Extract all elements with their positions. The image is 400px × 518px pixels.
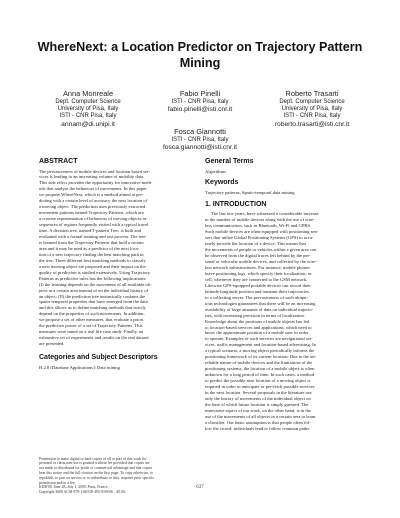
text-line: sonal or vehicular mobile devices, and collected by the wire- [205, 259, 317, 265]
text-line: less communication, such as Bluetooth, Wi-Fi and GPRS. [205, 223, 312, 229]
text-line: an object; (II) the prediction tree intrinsically contains the [39, 293, 146, 299]
text-line: republish, to post on servers or to redistribute to lists, requires prior specific [39, 475, 155, 480]
text-line: exhaustive set of experiments and results on the real dataset [39, 335, 149, 341]
text-line: movement patterns named Trajectory Patterns, which are [39, 210, 144, 216]
text-line: reliable nature of mobile devices and the limitations of the [205, 360, 313, 366]
text-line: sequences of regions frequently visited with a typical travel [39, 222, 149, 228]
author-affiliation: University of Pisa, Italy [57, 106, 119, 113]
text-line: area and it may be used as a predictor of the next loca- [39, 245, 140, 251]
abstract-heading: ABSTRACT [39, 158, 78, 165]
text-line: vices, traffic management and location-based advertising. In [205, 342, 316, 348]
text-line: only the history of movements of the individual object on [205, 395, 311, 401]
text-line: know the approximate position of a mobile user in order [205, 330, 309, 336]
text-line: (I) the learning depends on the movement of all available ob- [39, 281, 152, 287]
text-line: latitude-longitude position and transmit their trajectories [205, 288, 309, 294]
author-affiliation: University of Pisa, Italy [281, 106, 343, 113]
text-line: availability of large amounts of data on individual trajecto- [205, 306, 314, 312]
author-name: Fosca Giannotti [174, 127, 226, 136]
author-name: Anna Monreale [62, 89, 114, 98]
author-affiliation: ISTI - CNR Pisa, Italy [171, 99, 229, 105]
text-line: the movements of people or vehicles within a given area can [205, 247, 317, 253]
text-line: to operate. Examples of such services are navigational ser- [205, 336, 313, 342]
text-line: The pervasiveness of mobile devices and location based ser- [39, 168, 150, 174]
text-line: personal or classroom use is granted without fee provided that copies are [39, 461, 150, 466]
text-line: to location-based services and applications, which need to [205, 324, 312, 330]
general-terms-heading: General Terms [205, 158, 254, 165]
introduction-body [205, 211, 367, 431]
text-line: a new moving object are proposed and their impact on the [39, 263, 146, 269]
text-line: tous technologies guarantees that there will be an increasing [205, 300, 316, 306]
text-line: use of the movements of all objects in a certain area to learn [205, 413, 316, 419]
introduction-heading: 1. INTRODUCTION [205, 200, 267, 208]
text-line: KDD'09, June 28–July 1, 2009, Paris, France. [39, 485, 109, 490]
text-line: and this allows us to define matching methods that strictly [39, 305, 147, 311]
text-line: is learned from the Trajectory Patterns that hold a certain [39, 239, 144, 245]
text-line: we propose WhereNext, which is a method aimed at pre- [39, 192, 144, 198]
title-line: Mining [179, 55, 221, 70]
text-line: are presented. [39, 341, 65, 347]
text-line: in the number of mobile devices along with the use of wire- [205, 217, 315, 223]
text-line: innovative aspect of our work, on the other hand, is in the [205, 407, 312, 413]
text-line: the base of which future location is simply guessed. The [205, 401, 309, 407]
text-line: we propose a set of other measures, that evaluate a priori [39, 317, 144, 323]
text-line: Copyright 2009 ACM 978-1-60558-495-9/09/06 ...$5.00. [39, 490, 127, 495]
author-email: fabio.pinelli@isti.cnr.it [167, 106, 233, 114]
text-line: time. A decision tree, named T-pattern Tree, is built and [39, 228, 142, 234]
author-block-3 [256, 89, 368, 129]
author-block-1 [32, 89, 144, 129]
text-line: leave positioning logs, which specify their localization, or [205, 270, 312, 276]
author-email: roberto.trasarti@isti.cnr.it [274, 120, 350, 128]
text-line: positioning framework of its current location. Due to the un- [205, 354, 317, 360]
text-line: bear this notice and the full citation on the first page. To copy otherwise, to [39, 470, 153, 475]
author-name: Fabio Pinelli [179, 89, 221, 98]
text-line: evaluated with a formal training and test process. The tree [39, 233, 146, 239]
text-line: cell, whenever they are connected to the GSM network. [205, 276, 308, 282]
right-column [205, 157, 367, 432]
text-line: rately provide the location of a device. This means that [205, 241, 306, 247]
text-line: permission and/or a fee. [39, 480, 76, 485]
text-line: low the crowd: individuals tend to follow common paths. [205, 425, 311, 431]
text-line: This side effect provides the opportunity for innovative meth- [39, 180, 153, 186]
author-affiliation: Dept. Computer Science [55, 99, 121, 105]
author-affiliation: ISTI - CNR Pisa, Italy [283, 113, 341, 120]
author-email: annam@di.unipi.it [61, 120, 115, 128]
text-line: vices is leading to an increasing volume of mobility data. [39, 174, 145, 180]
text-line: depend on the properties of such movements. In addition, [39, 311, 145, 317]
text-line: measures were tuned on a real life case study. Finally, an [39, 329, 144, 335]
text-line: a typical scenario, a moving object periodically informs the [205, 348, 315, 354]
text-line: Such mobile devices are often equipped with positioning sen- [205, 229, 319, 235]
title-line: WhereNext: a Location Predictor on Trajectory Pattern [37, 40, 363, 54]
text-line: Patterns as predictive rules has the following implications: [39, 275, 147, 281]
general-terms-line: Algorithms [205, 168, 226, 174]
author-block-2 [144, 89, 256, 115]
page-number: 637 [196, 485, 204, 490]
text-line: The last few years, have witnessed a considerable increase [211, 211, 319, 217]
author-name: Roberto Trasarti [285, 89, 339, 98]
author-affiliation: Dept. Computer Science [279, 99, 345, 105]
abstract-body [39, 169, 201, 348]
text-line: dicting with a certain level of accuracy the next location of [39, 198, 148, 204]
text-line: required in order to anticipate or pre-fetch possible services [205, 384, 315, 390]
text-line: to predict the possible next location of a moving object is [205, 378, 311, 384]
text-line: be observed from the digital traces left behind by the per- [205, 253, 311, 259]
paper-title [24, 40, 376, 71]
text-line: to a collecting server. The pervasiveness of such ubiqui- [205, 294, 309, 300]
text-line: the tree. Three different best matching methods to classify [39, 257, 146, 263]
text-line: unknown for a long period of time. In such cases, a method [205, 372, 315, 378]
text-line: spatio-temporal properties that have emerged from the data [39, 299, 148, 305]
text-line: a classifier. Our basic assumption is that people often fol- [205, 419, 311, 425]
text-line: a moving object. The prediction uses previously extracted [39, 204, 146, 210]
text-line: tion of a new trajectory finding the best matching path in [39, 251, 144, 257]
keywords-heading: Keywords [205, 179, 239, 187]
text-line: Likewise GPS-equipped portable devices can record their [205, 282, 311, 288]
author-email: fosca.giannotti@isti.cnr.it [162, 144, 238, 152]
text-line: quality of prediction is studied extensively. Using Trajectory [39, 269, 151, 275]
text-line: sors that utilize Global Positioning Systems (GPS) to accu- [205, 235, 314, 241]
text-line: not made or distributed for profit or commercial advantage and that copies [39, 466, 153, 471]
text-line: positioning systems, the location of a mobile object is often [205, 366, 315, 372]
text-line: jects in a certain area instead of on the individual history of [39, 287, 149, 293]
text-line: a concise representation of behaviors of moving objects as [39, 216, 147, 222]
text-line: ods that analyse the behaviors of movements. In this paper [39, 186, 147, 192]
categories-heading: Categories and Subject Descriptors [39, 354, 158, 362]
categories-line: H.2.8 [Database Applications]: Data mining [39, 364, 120, 370]
left-column [39, 157, 201, 495]
text-line: ries, with increasing precision in terms of localization. [205, 312, 305, 318]
text-line: Knowledge about the positions of mobile objects has led [205, 318, 310, 324]
text-line: Permission to make digital or hard copies of all or part of this work for [39, 456, 147, 461]
text-line: in the next location. Several proposals in the literature use [205, 390, 312, 395]
keywords-line: Trajectory patterns, Spatio-temporal data mining [205, 189, 295, 195]
author-affiliation: ISTI - CNR Pisa, Italy [59, 113, 117, 120]
author-block-4 [144, 127, 256, 153]
text-line: less network infrastructures. For instance, mobile phones [205, 264, 310, 270]
text-line: the predictive power of a set of Trajectory Patterns. This [39, 323, 143, 329]
author-affiliation: ISTI - CNR Pisa, Italy [171, 137, 229, 143]
